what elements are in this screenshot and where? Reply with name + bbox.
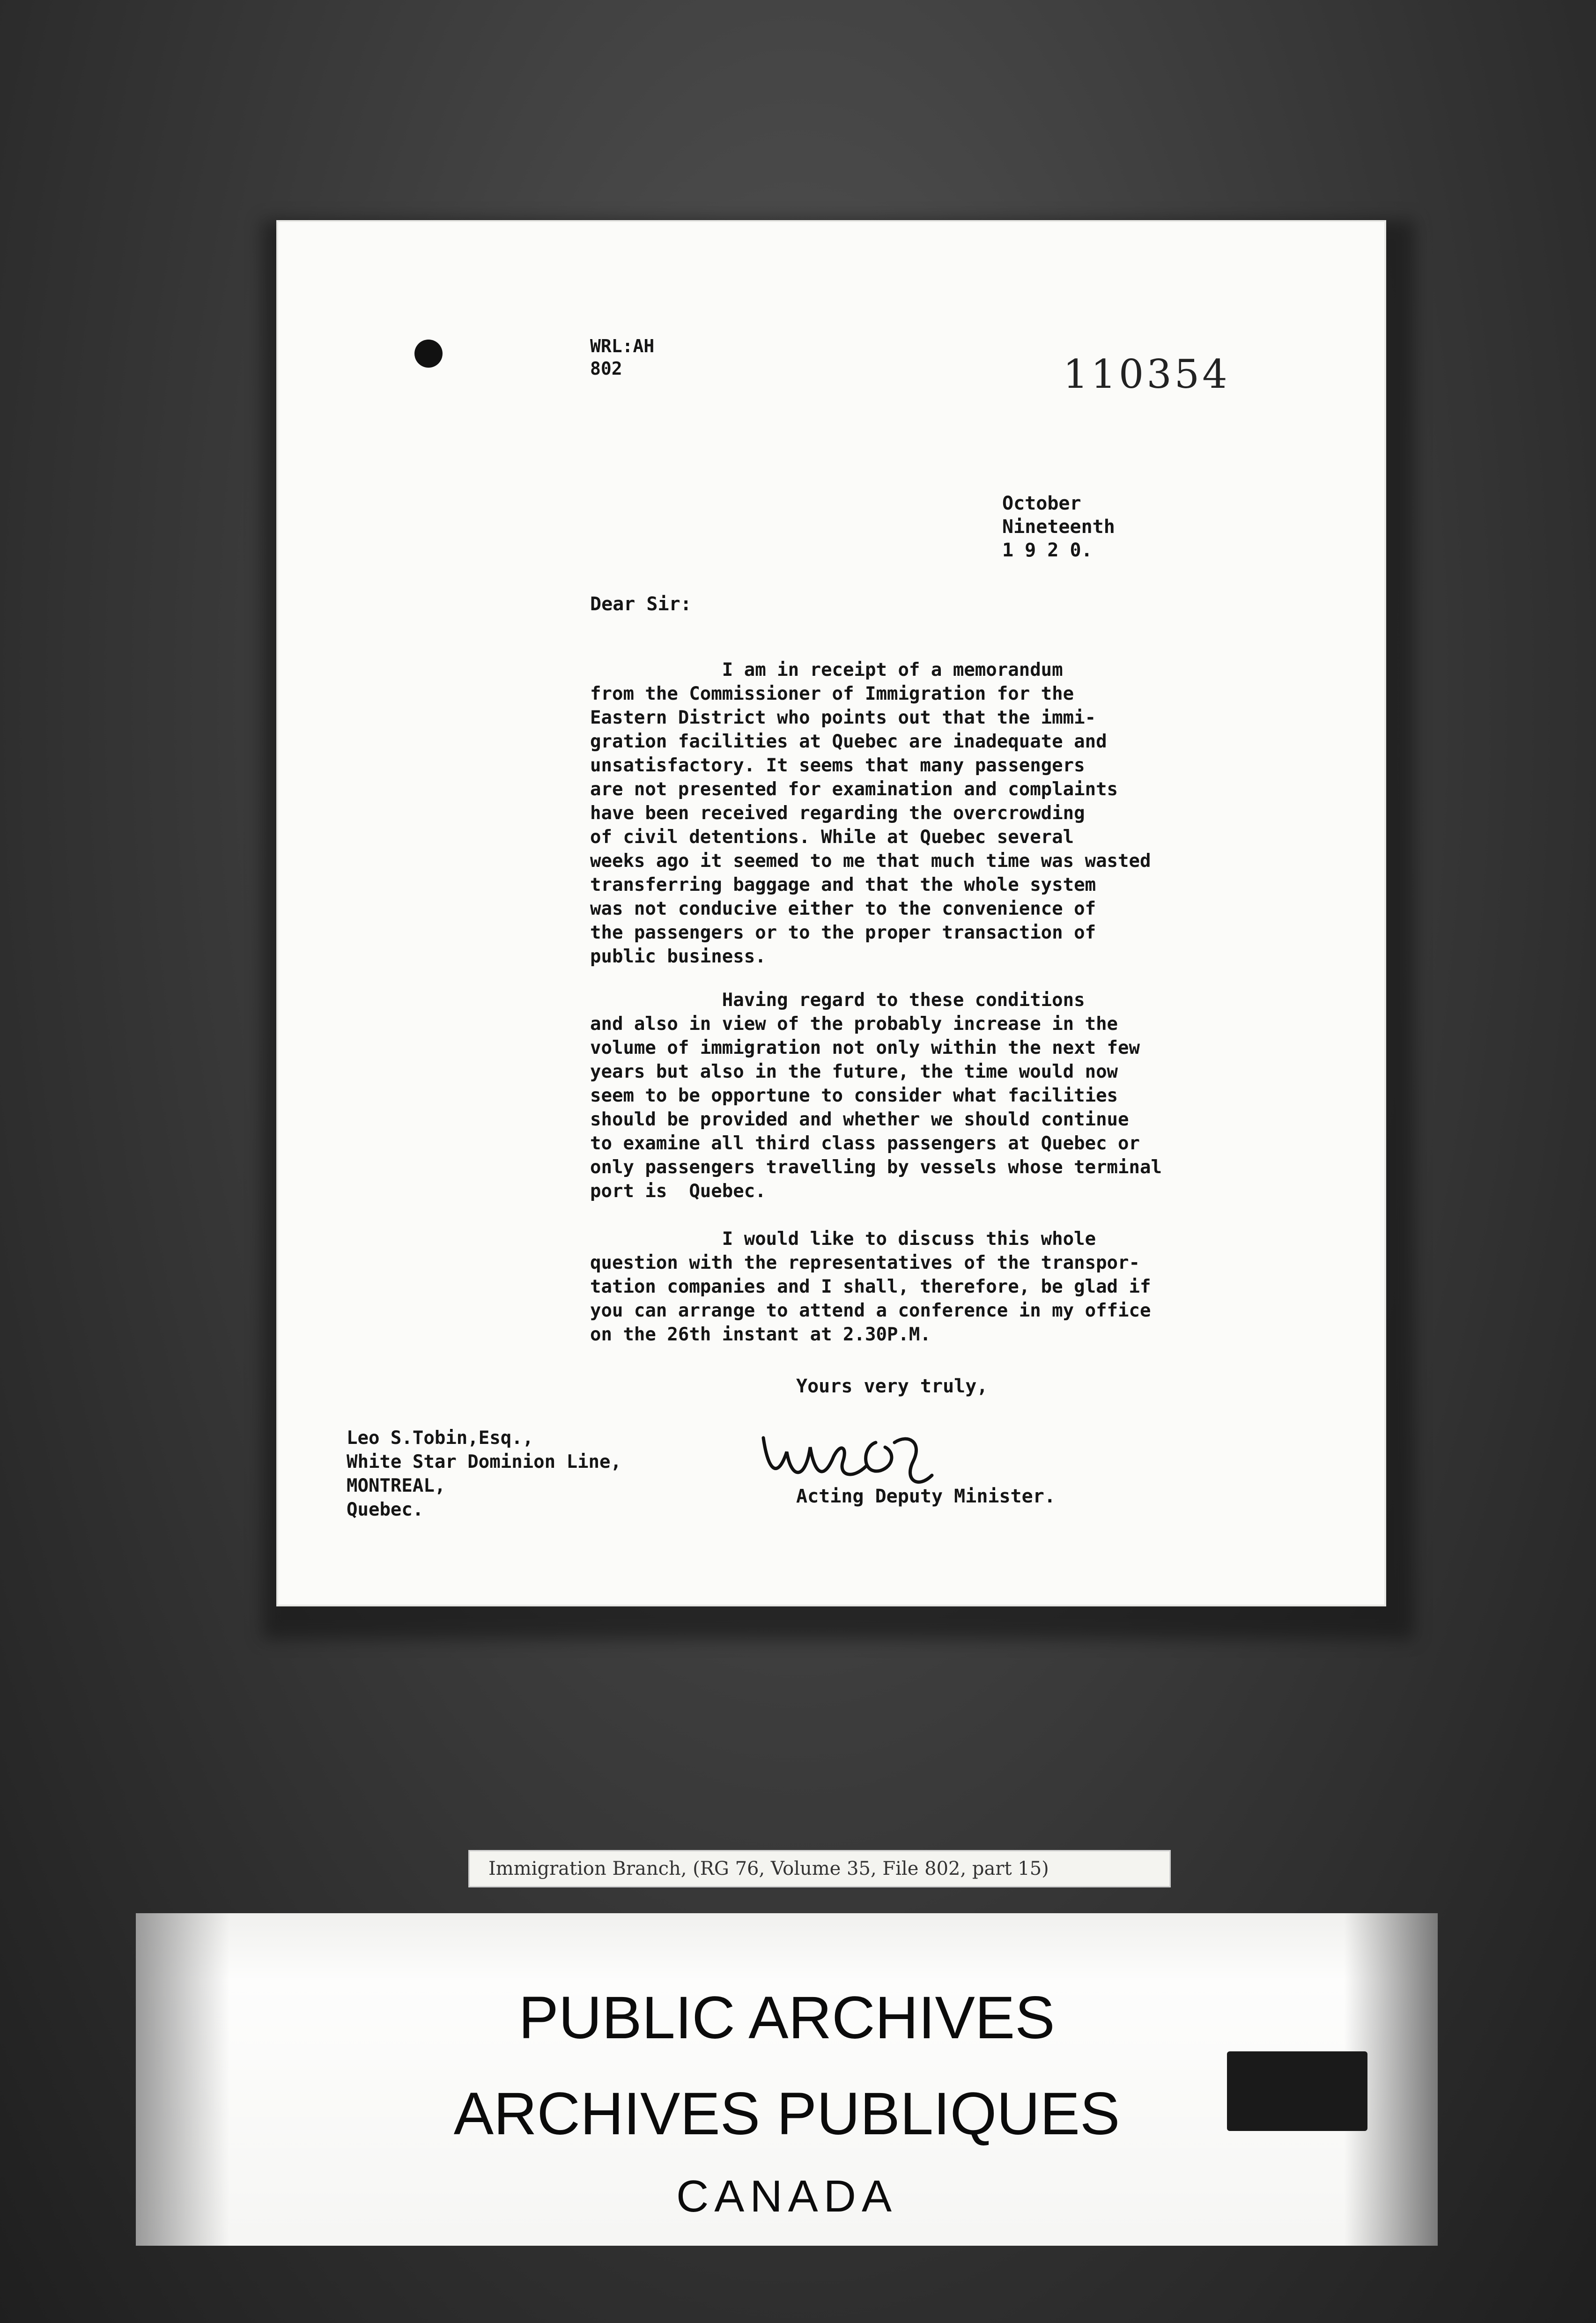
archive-reference-label: Immigration Branch, (RG 76, Volume 35, File 802, part 15) [468,1850,1171,1887]
date-year: 1 9 2 0. [1002,540,1093,561]
address-line-3: MONTREAL, [347,1475,446,1496]
reference-file: 802 [590,358,622,379]
address-line-4: Quebec. [347,1499,424,1520]
closing: Yours very truly, [796,1376,988,1397]
placard-line-country: CANADA [676,2171,898,2221]
reference-block [590,335,654,380]
date-block [1002,492,1115,562]
punch-hole [414,340,443,368]
file-number-stamp: 110354 [1063,351,1230,397]
date-day: Nineteenth [1002,516,1115,538]
placard-line-french: ARCHIVES PUBLIQUES [453,2080,1120,2147]
signer-title: Acting Deputy Minister. [796,1486,1056,1507]
body-paragraph-1: I am in receipt of a memorandum from the Commissioner of Immigration for the Eastern District who points out that the immi- gration facilities at Quebec are inadequate and unsatisfactory. It seems that many passengers are not presented for examination and complaints have been received regarding the overcrowding of civil detentions. While at Quebec several weeks ago it seemed to me that much time was wasted transferring baggage and that the whole system was not conducive either to the convenience of the passengers or to the proper transaction of public business. [590,659,1151,967]
recipient-address [347,1426,621,1522]
reference-initials: WRL:AH [590,336,655,356]
date-month: October [1002,493,1081,514]
address-line-2: White Star Dominion Line, [347,1451,621,1472]
placard-line-english: PUBLIC ARCHIVES [518,1984,1055,2051]
address-line-1: Leo S.Tobin,Esq., [347,1428,534,1449]
letter-page [276,220,1386,1606]
body-paragraph-3: I would like to discuss this whole question with the representatives of the transpor- tation companies and I shall, therefore, be glad if you can arrange to attend a conference in my office on the 26th instant at 2.30P.M. [590,1228,1151,1345]
body-paragraph-2: Having regard to these conditions and also in view of the probably increase in the volume of immigration not only within the next few years but also in the future, the time would now seem to be opportune to consider what facilities should be provided and whether we should continue to examine all third class passengers at Quebec or only passengers travelling by vessels whose terminal port is Quebec. [590,990,1162,1202]
salutation: Dear Sir: [590,593,692,615]
